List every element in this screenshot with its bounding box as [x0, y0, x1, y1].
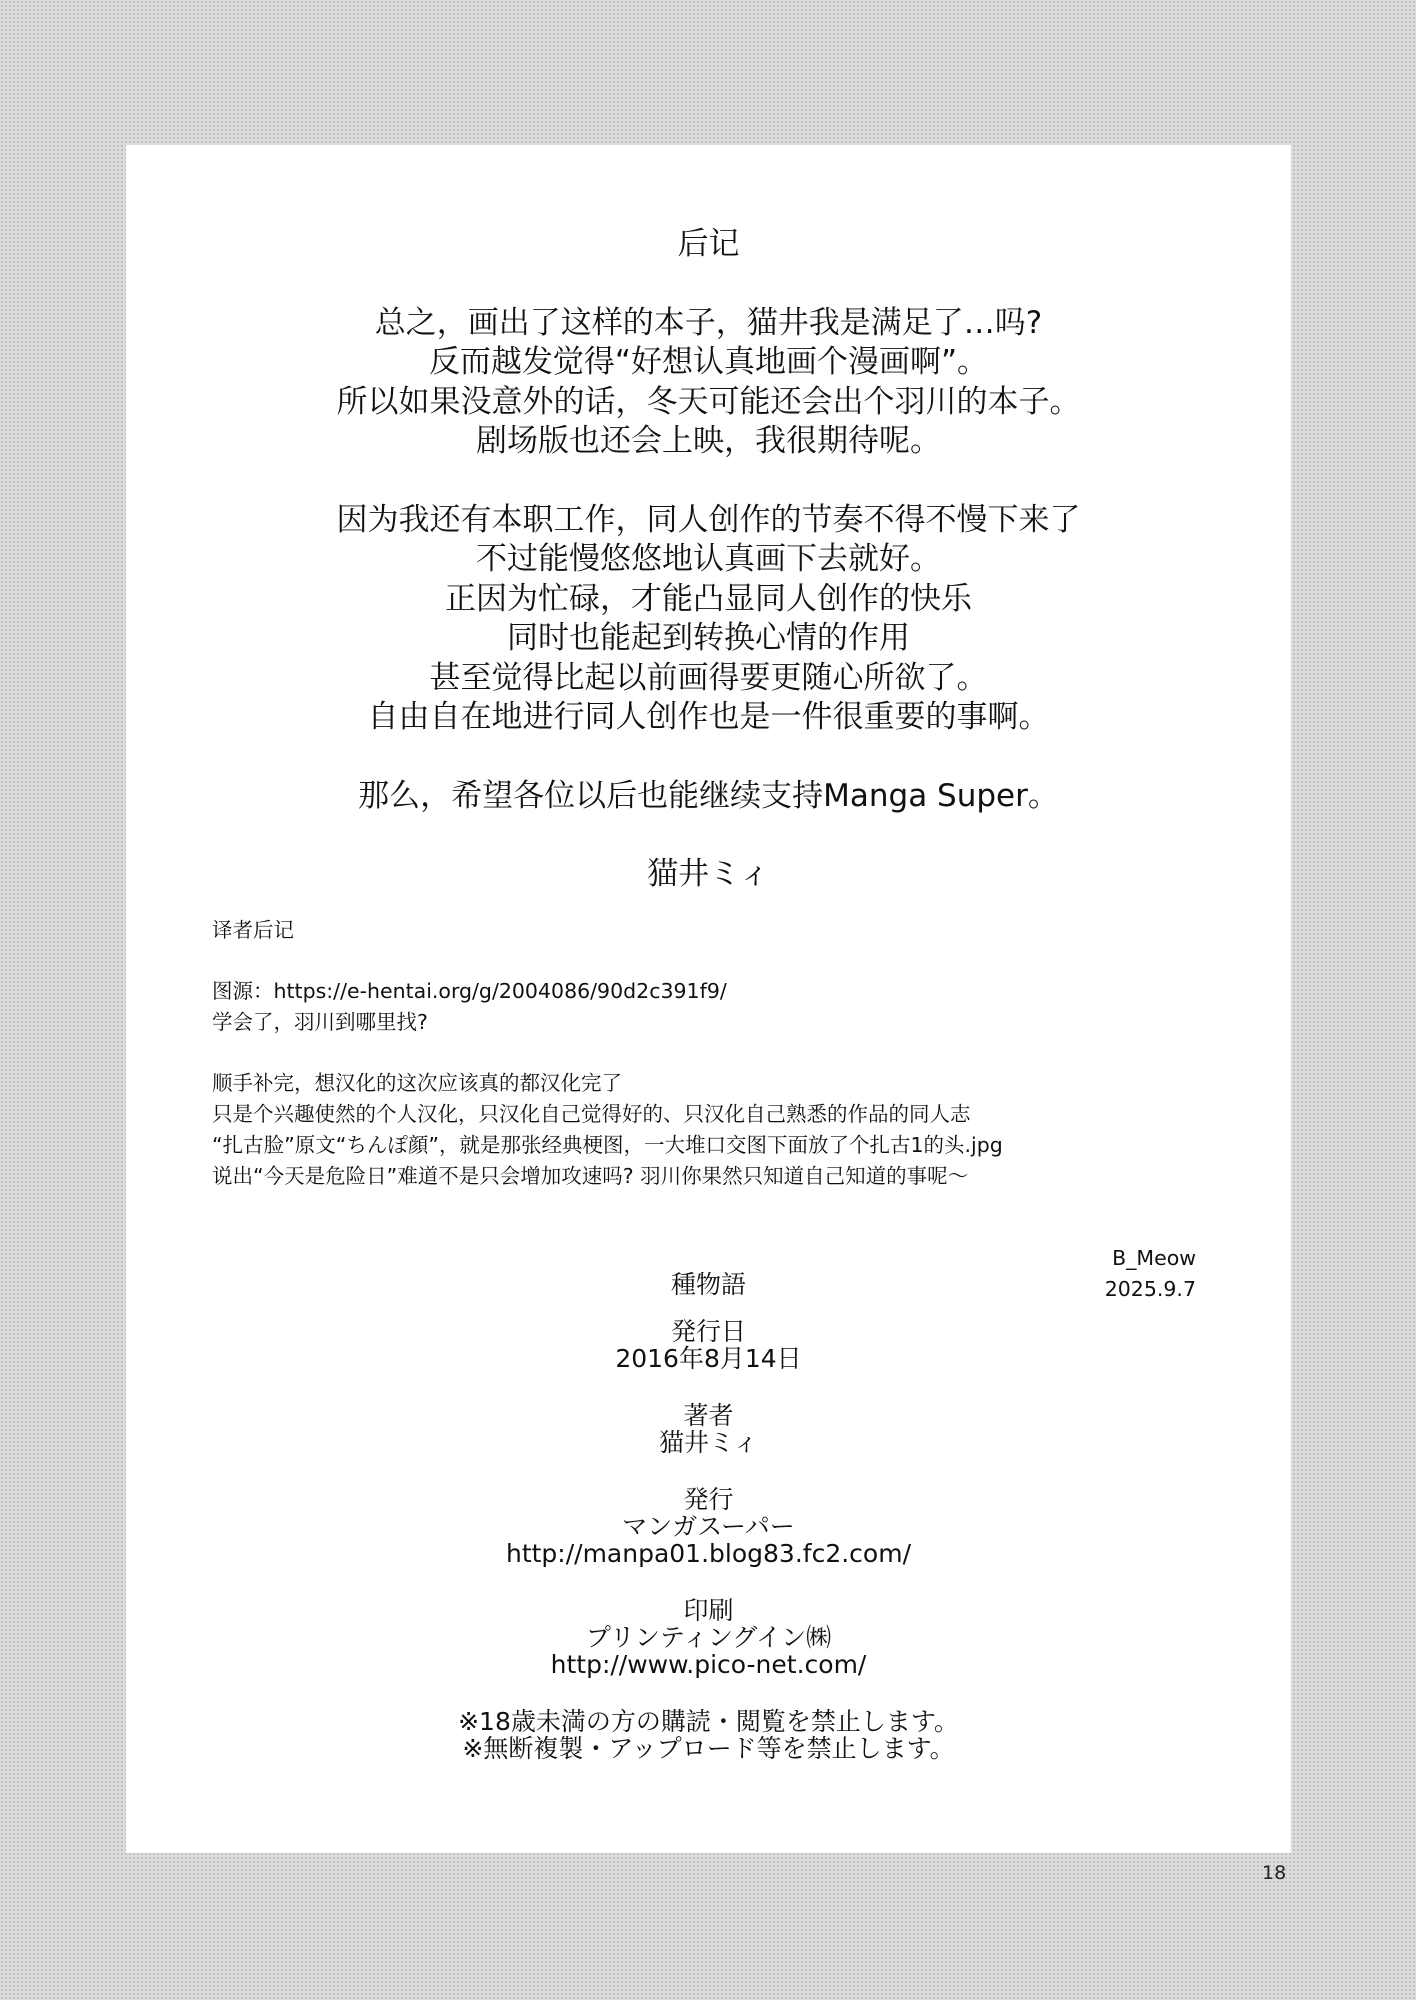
page-number: 18 — [1262, 1862, 1287, 1884]
translator-note-title: 译者后记 — [212, 918, 294, 942]
afterword-line: 甚至觉得比起以前画得要更随心所欲了。 — [429, 659, 988, 696]
author-name: 猫井ミィ — [658, 1428, 758, 1457]
colophon-author — [126, 1402, 1291, 1456]
afterword-line: 不过能慢悠悠地认真画下去就好。 — [476, 541, 941, 577]
afterword-line: 同时也能起到转换心情的作用 — [507, 620, 910, 656]
afterword-line: 自由自在地进行同人创作也是一件很重要的事啊。 — [367, 699, 1050, 735]
colophon-printer — [126, 1597, 1291, 1678]
translator-line: 顺手补完，想汉化的这次应该真的都汉化完了 — [212, 1071, 622, 1095]
publisher-name: マンガスーパー — [622, 1512, 795, 1541]
colophon-release — [126, 1318, 1291, 1372]
colophon-title: 種物語 — [670, 1270, 746, 1299]
afterword-line: 所以如果没意外的话，冬天可能还会出个羽川的本子。 — [336, 383, 1081, 420]
afterword-line: 因为我还有本职工作，同人创作的节奏不得不慢下来了 — [336, 501, 1081, 538]
colophon — [126, 1271, 1291, 1762]
notice-line: ※18歳未満の方の購読・閲覧を禁止します。 — [458, 1707, 959, 1736]
page-panel — [126, 145, 1291, 1853]
translator-line: 说出“今天是危险日”难道不是只会增加攻速吗? 羽川你果然只知道自己知道的事呢～ — [212, 1164, 969, 1188]
afterword-line: 剧场版也还会上映，我很期待呢。 — [476, 423, 941, 459]
afterword-line: 那么，希望各位以后也能继续支持Manga Super。 — [358, 777, 1059, 814]
printer-url[interactable]: http://www.pico-net.com/ — [550, 1650, 867, 1679]
afterword-title: 后记 — [677, 226, 740, 262]
colophon-publisher — [126, 1486, 1291, 1567]
afterword-line: 总之，画出了这样的本子，猫井我是满足了…吗? — [374, 304, 1043, 341]
printer-label: 印刷 — [683, 1596, 734, 1625]
afterword-section — [126, 225, 1291, 895]
afterword-paragraph-2 — [126, 501, 1291, 738]
release-date: 2016年8月14日 — [615, 1344, 802, 1373]
source-link[interactable]: 图源：https://e-hentai.org/g/2004086/90d2c391f9/ — [212, 979, 727, 1003]
afterword-line: 正因为忙碌，才能凸显同人创作的快乐 — [445, 580, 972, 617]
translator-line: 学会了，羽川到哪里找? — [212, 1010, 428, 1034]
signature-date: 2025.9.7 — [1104, 1277, 1196, 1301]
release-label: 発行日 — [670, 1317, 746, 1346]
signature-name: B_Meow — [1112, 1246, 1196, 1270]
translator-note-block-2 — [212, 1068, 1212, 1192]
printer-name: プリンティングイン㈱ — [585, 1623, 832, 1652]
afterword-author: 猫井ミィ — [647, 856, 770, 892]
colophon-notices — [126, 1708, 1291, 1762]
author-label: 著者 — [683, 1401, 734, 1430]
notice-line: ※無断複製・アップロード等を禁止します。 — [462, 1734, 955, 1763]
publisher-url[interactable]: http://manpa01.blog83.fc2.com/ — [505, 1539, 911, 1568]
publisher-label: 発行 — [683, 1485, 734, 1514]
afterword-paragraph-3 — [126, 777, 1291, 817]
translator-line: 只是个兴趣使然的个人汉化，只汉化自己觉得好的、只汉化自己熟悉的作品的同人志 — [212, 1102, 971, 1126]
afterword-line: 反而越发觉得“好想认真地画个漫画啊”。 — [428, 344, 989, 380]
translator-note — [212, 915, 1212, 1222]
translator-note-block-1 — [212, 976, 1212, 1038]
translator-line: “扎古脸”原文“ちんぽ顔”，就是那张经典梗图，一大堆口交图下面放了个扎古1的头.jpg — [212, 1133, 1003, 1157]
afterword-paragraph-1 — [126, 304, 1291, 462]
